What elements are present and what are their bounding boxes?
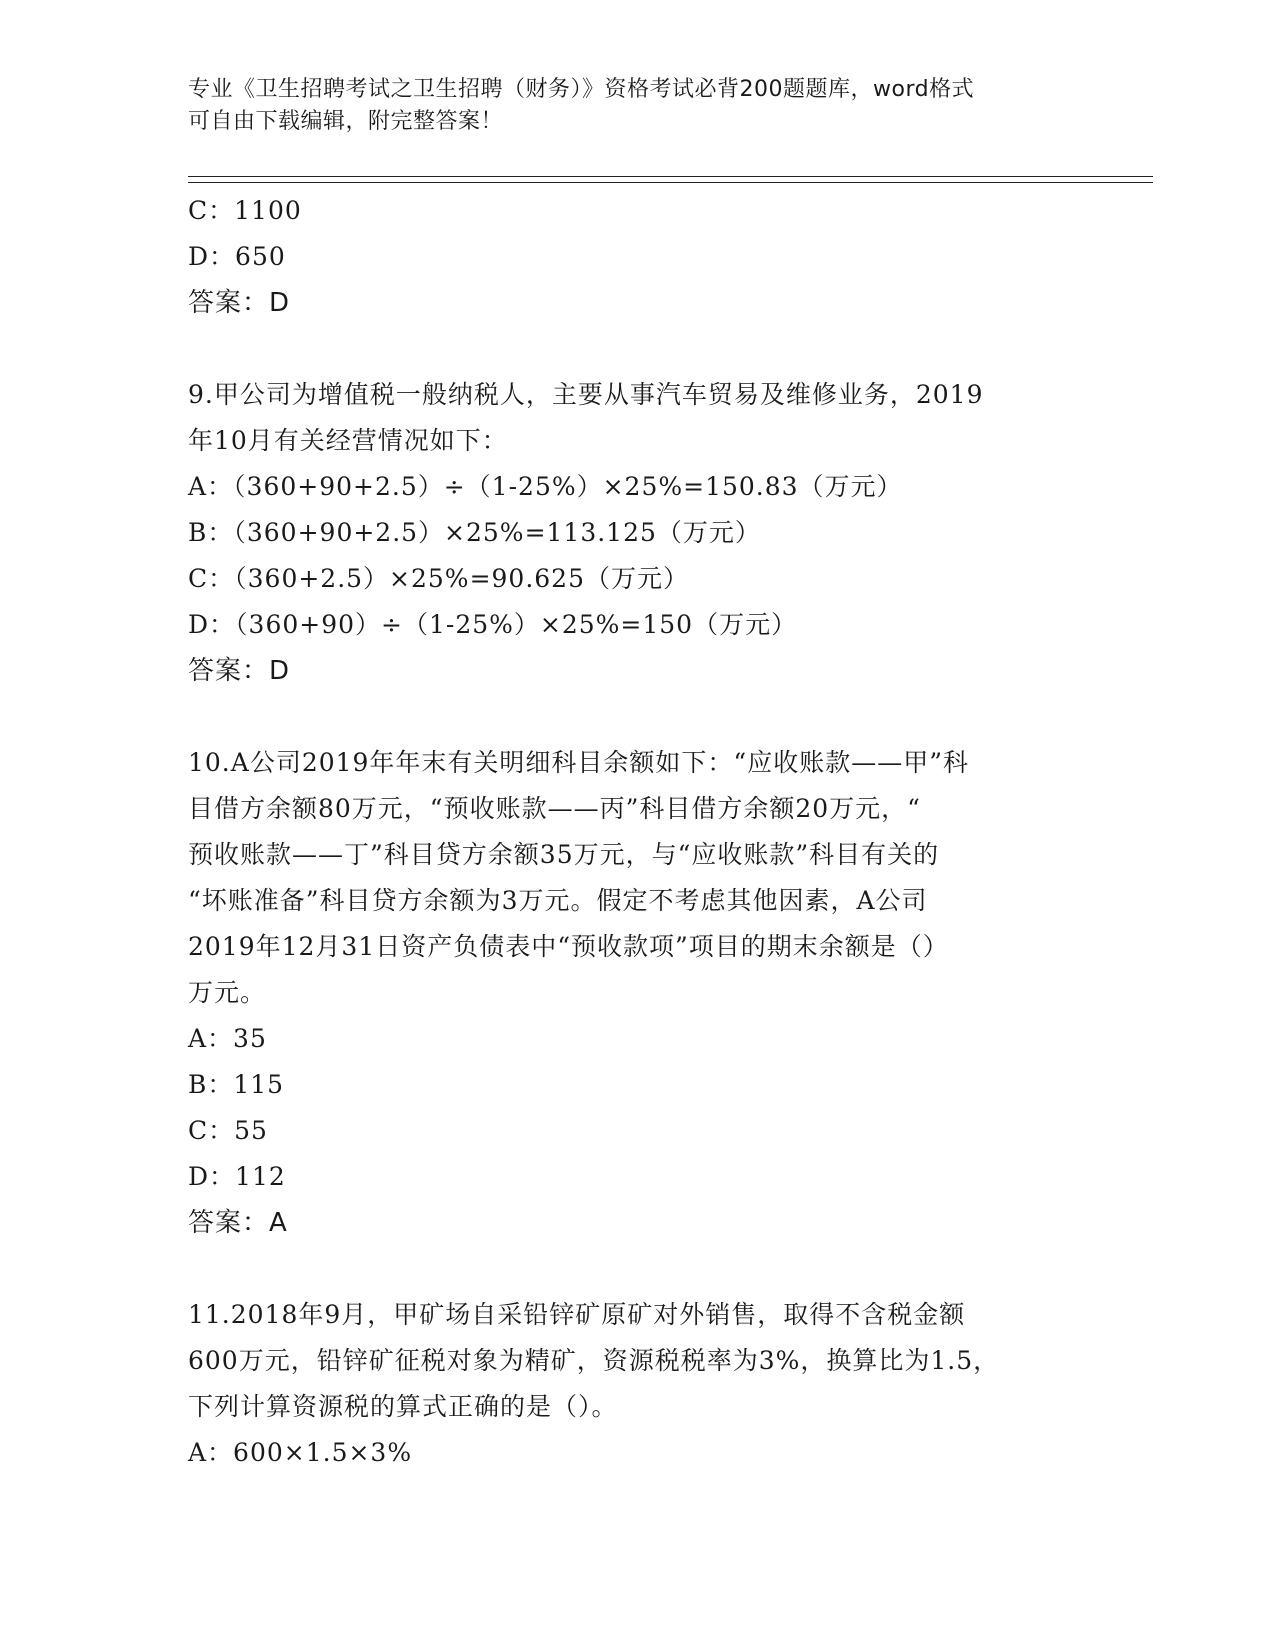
answer: 答案：A — [188, 1208, 288, 1238]
question-stem-line: 600万元，铅锌矿征税对象为精矿，资源税税率为3%，换算比为1.5， — [188, 1346, 1000, 1375]
question-stem-line: 11.2018年9月，甲矿场自采铅锌矿原矿对外销售，取得不含税金额 — [188, 1300, 966, 1329]
answer: 答案：D — [188, 288, 291, 318]
question-8-continued — [188, 188, 1088, 326]
question-stem-line: 下列计算资源税的算式正确的是（）。 — [188, 1392, 618, 1421]
option-a: A：600×1.5×3% — [188, 1438, 413, 1467]
question-stem-line: 万元。 — [188, 978, 267, 1007]
option-c: C：55 — [188, 1116, 268, 1145]
option-b: B：115 — [188, 1070, 285, 1099]
question-stem-line: 年10月有关经营情况如下： — [188, 426, 508, 455]
option-b: B：（360+90+2.5）×25%=113.125（万元） — [188, 518, 761, 547]
option-d: D：（360+90）÷（1-25%）×25%=150（万元） — [188, 610, 798, 639]
option-a: A：35 — [188, 1024, 267, 1053]
question-stem-line: 预收账款——丁”科目贷方余额35万元，与“应收账款”科目有关的 — [188, 840, 940, 869]
header-divider-top — [188, 176, 1153, 177]
document-header — [188, 74, 1088, 138]
spacer — [188, 1246, 1088, 1292]
question-11 — [188, 1292, 1088, 1476]
option-c: C：（360+2.5）×25%=90.625（万元） — [188, 564, 689, 593]
header-line-1: 专业《卫生招聘考试之卫生招聘（财务）》资格考试必背200题题库，word格式 — [188, 77, 975, 102]
question-stem-line: 9.甲公司为增值税一般纳税人，主要从事汽车贸易及维修业务，2019 — [188, 380, 984, 409]
question-stem-line: “坏账准备”科目贷方余额为3万元。假定不考虑其他因素，A公司 — [188, 886, 928, 915]
spacer — [188, 694, 1088, 740]
answer: 答案：D — [188, 656, 291, 686]
question-10 — [188, 740, 1088, 1246]
question-stem-line: 2019年12月31日资产负债表中“预收款项”项目的期末余额是（） — [188, 932, 949, 961]
header-divider-bottom — [188, 182, 1153, 183]
option-c: C：1100 — [188, 196, 302, 225]
option-a: A：（360+90+2.5）÷（1-25%）×25%=150.83（万元） — [188, 472, 903, 501]
question-stem-line: 10.A公司2019年年末有关明细科目余额如下：“应收账款——甲”科 — [188, 748, 969, 777]
question-9 — [188, 372, 1088, 694]
header-line-2: 可自由下载编辑，附完整答案！ — [188, 109, 504, 134]
spacer — [188, 326, 1088, 372]
option-d: D：112 — [188, 1162, 286, 1191]
question-stem-line: 目借方余额80万元，“预收账款——丙”科目借方余额20万元，“ — [188, 794, 921, 823]
option-d: D：650 — [188, 242, 286, 271]
document-body — [188, 188, 1088, 1476]
